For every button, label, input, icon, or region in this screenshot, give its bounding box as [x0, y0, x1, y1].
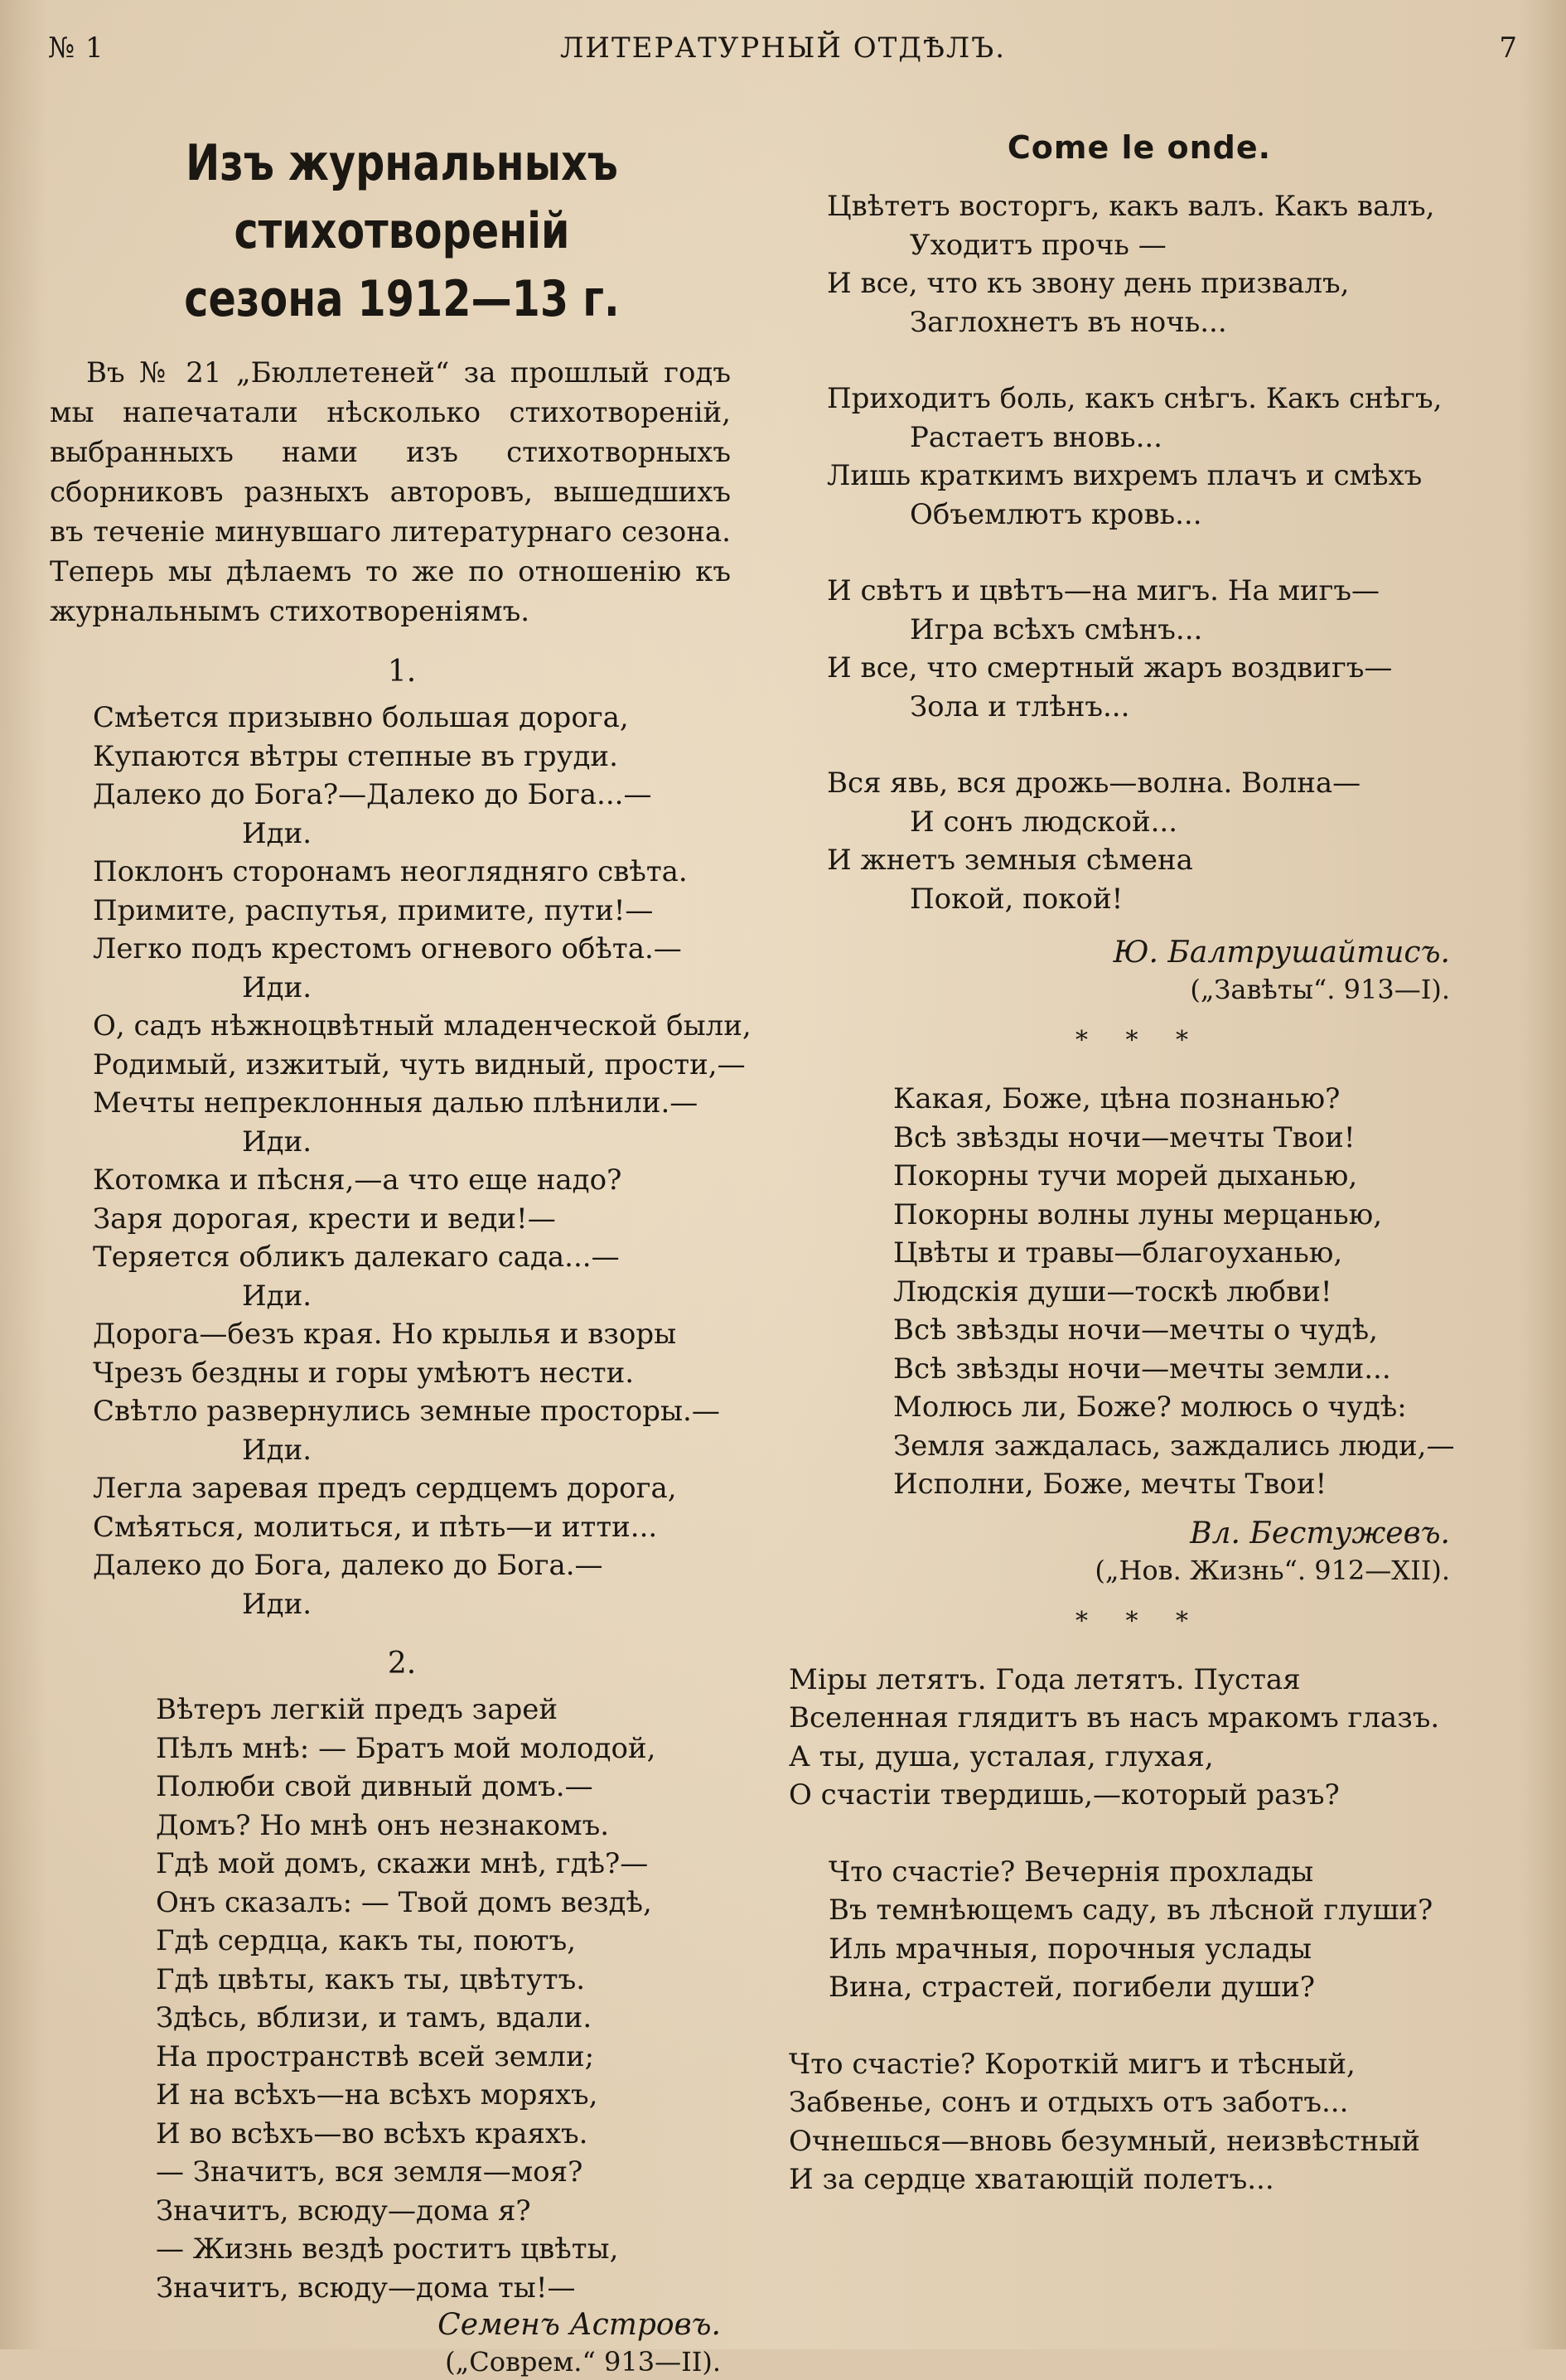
- poem-4: [893, 1080, 1483, 1504]
- verse-line: И за сердце хватающій полетъ...: [789, 2163, 1274, 2196]
- stanza: [789, 1661, 1483, 1815]
- verse-line: Покорны тучи морей дыханью,: [893, 1159, 1358, 1192]
- verse-line: А ты, душа, усталая, глухая,: [789, 1739, 1214, 1773]
- verse-line: Исполни, Боже, мечты Твои!: [893, 1468, 1327, 1501]
- poem-5: [789, 1661, 1483, 2199]
- verse-line: Что счастіе? Короткій мигъ и тѣсный,: [789, 2047, 1356, 2081]
- refrain-line: Иди.: [242, 970, 312, 1004]
- verse-line: На пространствѣ всей земли;: [156, 2039, 595, 2073]
- stanza: [789, 2045, 1483, 2199]
- verse-line: Вселенная глядитъ въ насъ мракомъ глазъ.: [789, 1701, 1440, 1734]
- poem-author: Ю. Балтрушайтисъ.: [1113, 936, 1450, 970]
- verse-line: Земля заждалась, заждались люди,—: [893, 1429, 1455, 1463]
- verse-line: — Жизнь вездѣ роститъ цвѣты,: [156, 2232, 619, 2266]
- verse-line: Вѣтеръ легкій предъ зарей: [156, 1693, 558, 1726]
- verse-line: Гдѣ цвѣты, какъ ты, цвѣтутъ.: [156, 1962, 586, 1996]
- verse-line: О, садъ нѣжноцвѣтный младенческой были,: [93, 1009, 752, 1042]
- verse-line: Домъ? Но мнѣ онъ незнакомъ.: [156, 1808, 610, 1842]
- stanza: [789, 1853, 1483, 2007]
- verse-line: Родимый, изжитый, чуть видный, прости,—: [93, 1047, 746, 1081]
- refrain-line: Иди.: [242, 816, 312, 850]
- stanza: [827, 187, 1483, 341]
- verse-line: Смѣяться, молиться, и пѣть—и итти...: [93, 1510, 658, 1544]
- left-column: [50, 124, 754, 2380]
- verse-line: Всѣ звѣзды ночи—мечты Твои!: [893, 1120, 1356, 1154]
- verse-line: Свѣтло развернулись земные просторы.—: [93, 1395, 720, 1428]
- poem-number: 2.: [387, 1647, 417, 1681]
- verse-line: Онъ сказалъ: — Твой домъ вездѣ,: [156, 1885, 652, 1919]
- verse-line: Покорны волны луны мерцанью,: [893, 1197, 1383, 1231]
- poem-2: [156, 1691, 754, 2307]
- verse-line: Купаются вѣтры степные въ груди.: [93, 739, 618, 773]
- verse-line: Поклонъ сторонамъ неоглядняго свѣта.: [93, 855, 688, 888]
- verse-line: Игра всѣхъ смѣнъ...: [910, 612, 1203, 646]
- poem-source: („Нов. Жизнь“. 912—XII).: [1095, 1554, 1450, 1586]
- verse-line: И свѣтъ и цвѣтъ—на мигъ. На мигъ—: [827, 574, 1380, 607]
- verse-line: Очнешься—вновь безумный, неизвѣстный: [789, 2124, 1420, 2158]
- verse-line: Людскія души—тоскѣ любви!: [893, 1275, 1332, 1309]
- poem-author: Вл. Бестужевъ.: [1190, 1516, 1450, 1550]
- poem-source: („Соврем.“ 913—II).: [445, 2346, 721, 2378]
- verse-line: Растаетъ вновь...: [910, 420, 1162, 454]
- verse-line: Котомка и пѣсня,—а что еще надо?: [93, 1163, 622, 1197]
- verse-line: Смѣется призывно большая дорога,: [93, 701, 629, 734]
- verse-line: Теряется обликъ далекаго сада...—: [93, 1241, 620, 1274]
- verse-line: Легко подъ крестомъ огневого обѣта.—: [93, 932, 682, 965]
- verse-line: Мечты непреклонныя далью плѣнили.—: [93, 1086, 698, 1120]
- verse-line: Здѣсь, вблизи, и тамъ, вдали.: [156, 2001, 592, 2034]
- verse-line: Приходитъ боль, какъ снѣгъ. Какъ снѣгъ,: [827, 382, 1443, 415]
- stanza: [827, 764, 1483, 918]
- verse-line: Вина, страстей, погибели души?: [829, 1971, 1316, 2004]
- verse-line: И все, что къ звону день призвалъ,: [827, 267, 1350, 300]
- verse-line: Дорога—безъ края. Но крылья и взоры: [93, 1318, 677, 1351]
- verse-line: Примите, распутья, примите, пути!—: [93, 893, 654, 927]
- refrain-line: Иди.: [242, 1433, 312, 1467]
- verse-line: И все, что смертный жаръ воздвигъ—: [827, 651, 1393, 684]
- poem-1: [93, 699, 754, 1623]
- stanza: [827, 572, 1483, 726]
- page-number: 7: [1499, 31, 1518, 65]
- verse-line: Заглохнетъ въ ночь...: [910, 305, 1227, 339]
- poem-source: („Завѣты“. 913—I).: [1190, 974, 1450, 1005]
- verse-line: Полюби свой дивный домъ.—: [156, 1770, 593, 1803]
- poem-title: Come le onde.: [1007, 129, 1272, 166]
- refrain-line: Иди.: [242, 1279, 312, 1313]
- verse-line: Цвѣты и травы—благоуханью,: [893, 1236, 1343, 1270]
- title-line-1: Изъ журнальныхъ стихотвореній: [186, 134, 618, 260]
- verse-line: Объемлютъ кровь...: [910, 497, 1202, 531]
- asterism-divider: * * *: [1075, 1606, 1204, 1636]
- verse-line: Чрезъ бездны и горы умѣютъ нести.: [93, 1356, 635, 1390]
- verse-line: Гдѣ мой домъ, скажи мнѣ, гдѣ?—: [156, 1847, 649, 1880]
- asterism-divider: * * *: [1075, 1026, 1204, 1055]
- verse-line: Далеко до Бога, далеко до Бога.—: [93, 1549, 603, 1582]
- verse-line: Значитъ, всюду—дома я?: [156, 2194, 531, 2228]
- verse-line: И на всѣхъ—на всѣхъ моряхъ,: [156, 2078, 598, 2112]
- refrain-line: Иди.: [242, 1587, 312, 1621]
- verse-line: Уходитъ прочь —: [910, 228, 1167, 262]
- verse-line: Зола и тлѣнъ...: [910, 689, 1130, 723]
- verse-line: Покой, покой!: [910, 882, 1124, 916]
- refrain-line: Иди.: [242, 1125, 312, 1159]
- verse-line: Значитъ, всюду—дома ты!—: [156, 2271, 576, 2305]
- verse-line: — Значитъ, вся земля—моя?: [156, 2155, 583, 2189]
- verse-line: Заря дорогая, крести и веди!—: [93, 1202, 556, 1236]
- verse-line: О счастіи твердишь,—который разъ?: [789, 1778, 1340, 1812]
- verse-line: Всѣ звѣзды ночи—мечты земли...: [893, 1352, 1391, 1386]
- verse-line: Легла заревая предъ сердцемъ дорога,: [93, 1472, 677, 1505]
- title-line-2: сезона 1912—13 г.: [184, 270, 620, 328]
- verse-line: Міры летятъ. Года летятъ. Пустая: [789, 1662, 1301, 1696]
- verse-line: И во всѣхъ—во всѣхъ краяхъ.: [156, 2116, 588, 2150]
- verse-line: Гдѣ сердца, какъ ты, поютъ,: [156, 1924, 577, 1957]
- verse-line: Какая, Боже, цѣна познанью?: [893, 1082, 1341, 1115]
- running-header: ЛИТЕРАТУРНЫЙ ОТДѢЛЪ.: [559, 31, 1007, 65]
- poem-number: 1.: [387, 655, 417, 689]
- verse-line: Вся явь, вся дрожь—волна. Волна—: [827, 767, 1361, 800]
- poem-author: Семенъ Астровъ.: [437, 2308, 721, 2342]
- verse-line: Лишь краткимъ вихремъ плачъ и смѣхъ: [827, 459, 1423, 492]
- right-column: [789, 124, 1483, 2199]
- verse-line: Иль мрачныя, порочныя услады: [829, 1932, 1312, 1966]
- verse-line: Молюсь ли, Боже? молюсь о чудѣ:: [893, 1391, 1407, 1424]
- verse-line: Далеко до Бога?—Далеко до Бога...—: [93, 778, 652, 811]
- verse-line: Всѣ звѣзды ночи—мечты о чудѣ,: [893, 1313, 1378, 1347]
- stanza: [827, 380, 1483, 534]
- verse-line: Пѣлъ мнѣ: — Братъ мой молодой,: [156, 1731, 656, 1765]
- verse-line: Цвѣтетъ восторгъ, какъ валъ. Какъ валъ,: [827, 190, 1435, 223]
- poem-3: [827, 187, 1483, 918]
- verse-line: И сонъ людской...: [910, 805, 1178, 839]
- article-intro: Въ № 21 „Бюллетеней“ за прошлый годъ мы напечатали нѣсколько стихотвореній, выбранныхъ нами изъ стихотворныхъ сборниковъ разныхъ авторовъ, вышедшихъ въ теченіе минувшаго литературнаго сезона. Теперь мы дѣлаемъ то же по отношенію къ журнальнымъ стихотвореніямъ.: [50, 356, 731, 628]
- verse-line: Что счастіе? Вечернія прохлады: [829, 1855, 1314, 1889]
- verse-line: Въ темнѣющемъ саду, въ лѣсной глуши?: [829, 1894, 1433, 1927]
- verse-line: Забвенье, сонъ и отдыхъ отъ заботъ...: [789, 2086, 1349, 2119]
- issue-number: № 1: [48, 31, 104, 65]
- verse-line: И жнетъ земныя сѣмена: [827, 844, 1193, 877]
- article-title: [114, 129, 691, 333]
